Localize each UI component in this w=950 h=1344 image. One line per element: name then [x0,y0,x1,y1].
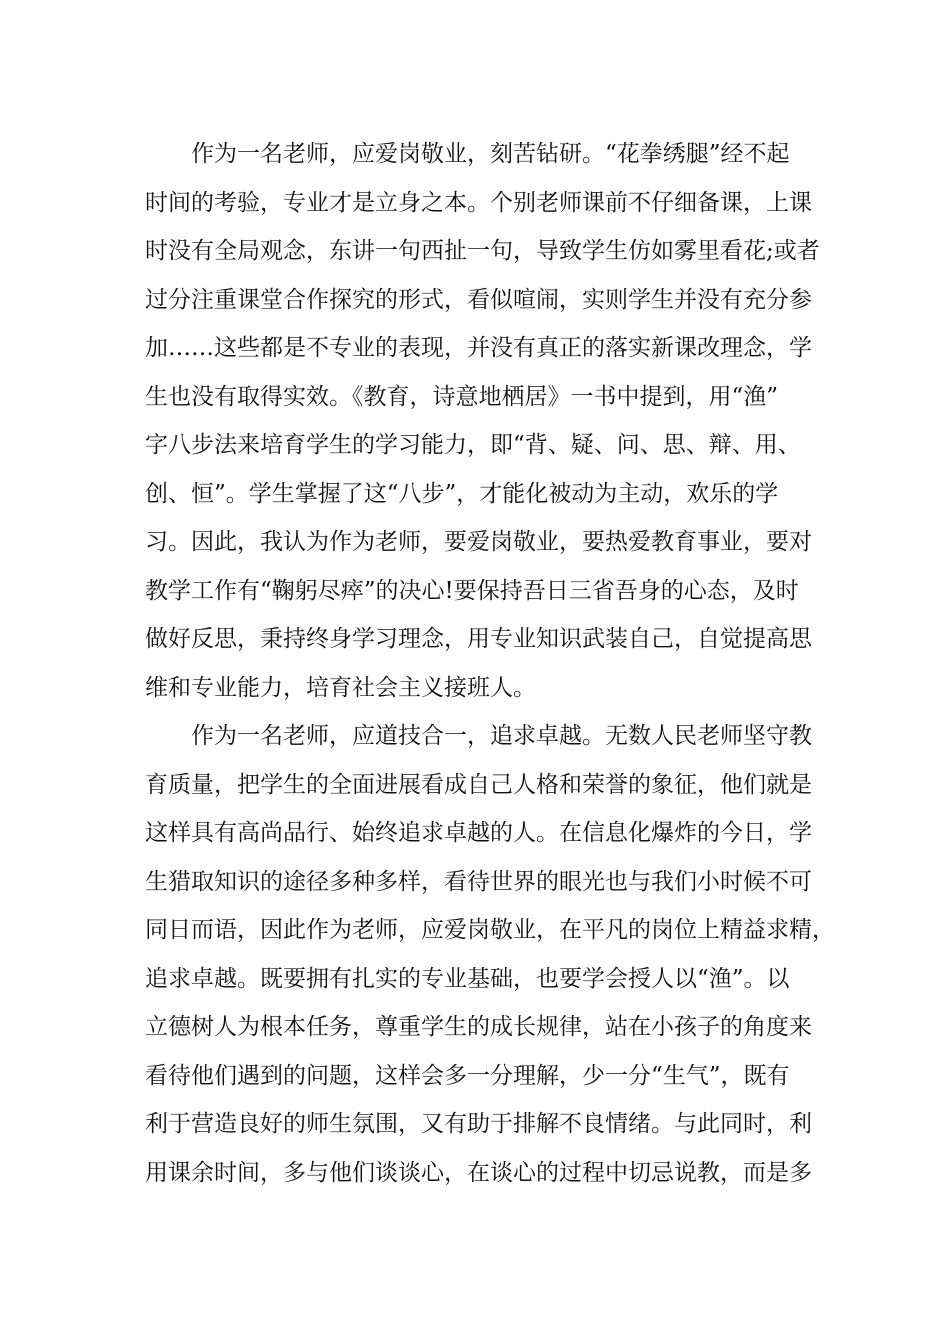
paragraph-1-line-3: 时没有全局观念，东讲一句西扯一句，导致学生仿如雾里看花;或者 [145,238,820,264]
paragraph-2-line-4: 生猎取知识的途径多种多样，看待世界的眼光也与我们小时候不可 [145,868,812,895]
paragraph-2-line-3: 这样具有高尚品行、始终追求卓越的人。在信息化爆炸的今日，学 [145,820,812,846]
paragraph-1-line-11: 做好反思，秉持终身学习理念，用专业知识武装自己，自觉提高思 [145,626,812,652]
paragraph-2-line-7: 立德树人为根本任务，尊重学生的成长规律，站在小孩子的角度来 [145,1014,812,1040]
paragraph-1-line-6: 生也没有取得实效。《教育，诗意地栖居》一书中提到，用“渔” [145,383,779,410]
paragraph-1-line-5: 加……这些都是不专业的表现，并没有真正的落实新课改理念，学 [145,335,812,361]
paragraph-2-line-9: 利于营造良好的师生氛围，又有助于排解不良情绪。与此同时，利 [145,1111,812,1137]
paragraph-1-line-12: 维和专业能力，培育社会主义接班人。 [145,674,536,701]
paragraph-2-line-8: 看待他们遇到的问题，这样会多一分理解，少一分“生气”，既有 [145,1062,790,1089]
paragraph-1-line-7: 字八步法来培育学生的学习能力，即“背、疑、问、思、辩、用、 [145,432,801,458]
paragraph-2-line-5: 同日而语，因此作为老师，应爱岗敬业，在平凡的岗位上精益求精， [145,917,835,943]
paragraph-1-line-9: 习。因此，我认为作为老师，要爱岗敬业，要热爱教育事业，要对 [145,529,812,555]
paragraph-1-line-8: 创、恒”。学生掌握了这“八步”，才能化被动为主动，欢乐的学 [145,480,779,507]
paragraph-1-line-2: 时间的考验，专业才是立身之本。个别老师课前不仔细备课，上课 [145,189,812,216]
paragraph-1-line-10: 教学工作有“鞠躬尽瘁”的决心!要保持吾日三省吾身的心态，及时 [145,577,799,604]
document-body [145,130,835,1197]
paragraph-2-line-6: 追求卓越。既要拥有扎实的专业基础，也要学会授人以“渔”。以 [145,965,790,992]
paragraph-1-line-4: 过分注重课堂合作探究的形式，看似喧闹，实则学生并没有充分参 [145,286,812,313]
paragraph-2-line-1: 作为一名老师，应道技合一，追求卓越。无数人民老师坚守教 [191,723,812,749]
paragraph-2-line-10: 用课余时间，多与他们谈谈心，在谈心的过程中切忌说教，而是多 [145,1159,812,1186]
paragraph-2-line-2: 育质量，把学生的全面进展看成自己人格和荣誉的象征，他们就是 [145,771,812,798]
paragraph-1-line-1: 作为一名老师，应爱岗敬业，刻苦钻研。“花拳绣腿”经不起 [191,141,790,167]
